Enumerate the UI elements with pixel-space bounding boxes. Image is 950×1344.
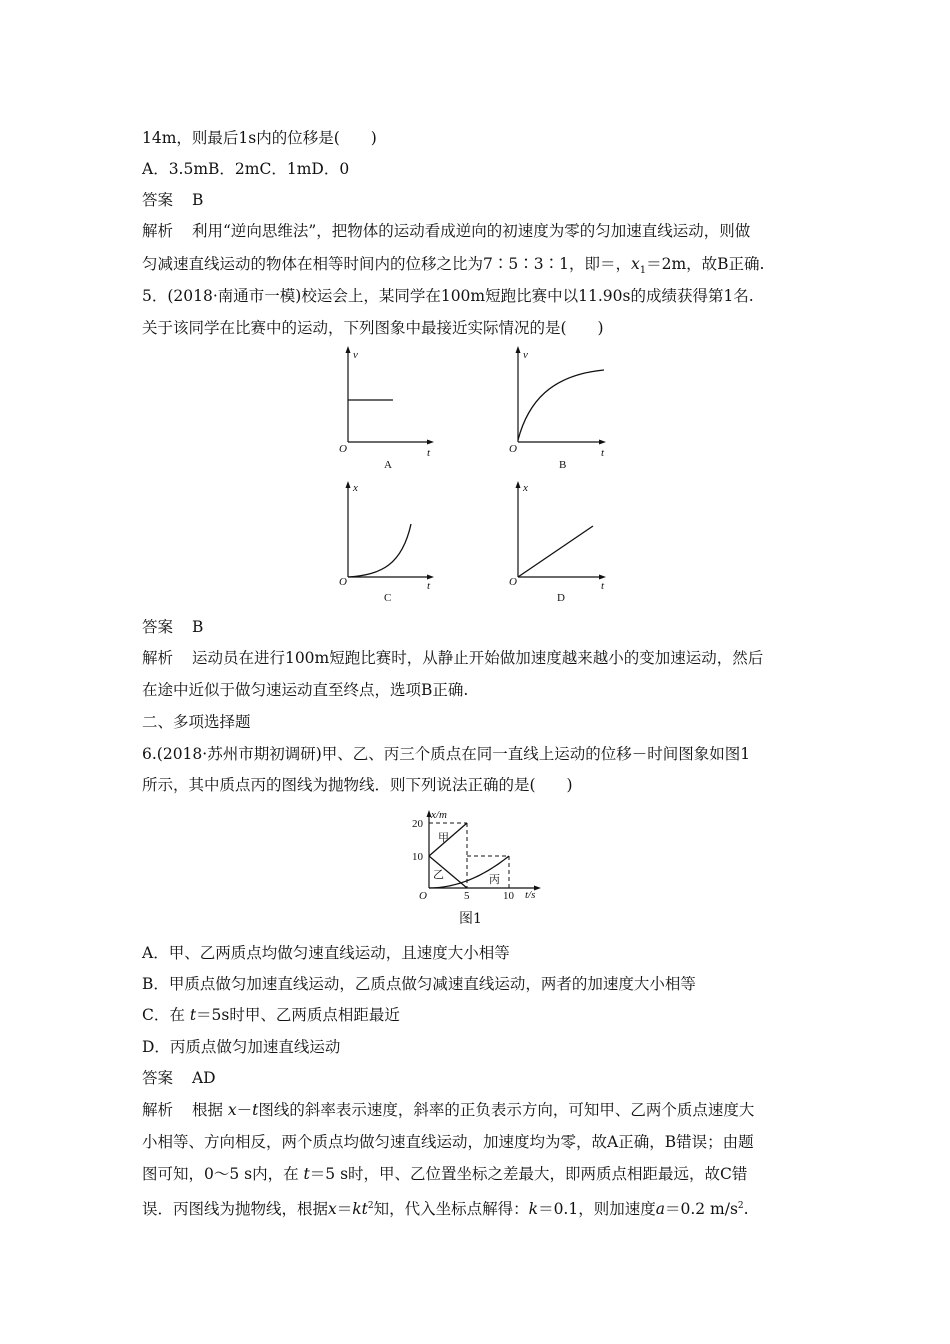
figure-caption: 图1	[459, 911, 482, 927]
label-yi: 乙	[433, 869, 444, 881]
y-label: v	[523, 349, 528, 361]
answer-label: 答案	[142, 618, 174, 636]
y-label: x	[523, 482, 528, 494]
label-jia: 甲	[438, 832, 449, 844]
q5-answer	[142, 617, 203, 637]
answer-value: AD	[191, 1069, 216, 1087]
q6-option-b: B．甲质点做匀加速直线运动，乙质点做匀减速直线运动，两者的加速度大小相等	[142, 975, 696, 993]
analysis-label: 解析	[142, 1101, 174, 1119]
x-label: t	[601, 447, 605, 459]
tick-10: 10	[412, 851, 423, 863]
origin-label: O	[339, 576, 347, 588]
x-arrow	[427, 575, 434, 580]
q6-analysis-4: 误．丙图线为抛物线，根据$x=kt^2$知，代入坐标点解得：k＝0.1，则加速度a＝0.2 $m/s^2$.	[142, 1200, 749, 1219]
graph-a	[336, 342, 436, 472]
tick-20: 20	[412, 818, 423, 830]
y-arrow	[516, 346, 521, 353]
q6-analysis-3: 图可知，0～5 s内，在 t＝5 s时，甲、乙位置坐标之差最大，即两质点相距最远，故C错	[142, 1165, 748, 1183]
tick-5: 5	[464, 890, 470, 902]
y-arrow	[346, 346, 351, 353]
q4-stem-tail: 14m，则最后1s内的位移是( )	[142, 129, 377, 147]
graph-b	[506, 342, 616, 472]
q6-stem-1: 6.(2018·苏州市期初调研)甲、乙、丙三个质点在同一直线上运动的位移－时间图象如图1	[142, 745, 751, 763]
graph-c	[336, 477, 436, 607]
caption: D	[557, 592, 565, 604]
curve-b	[518, 370, 604, 440]
q4-options: A．3.5mB．2mC．1mD．0	[142, 160, 350, 178]
label-bing: 丙	[489, 874, 500, 886]
answer-label: 答案	[142, 1069, 174, 1087]
x-arrow	[599, 575, 606, 580]
q6-analysis-1: 解析 根据 x－t图线的斜率表示速度，斜率的正负表示方向，可知甲、乙两个质点速度大	[142, 1101, 755, 1119]
analysis-label: 解析	[142, 649, 174, 667]
answer-label: 答案	[142, 191, 174, 209]
graph-d	[506, 477, 616, 607]
x-label: t	[427, 580, 431, 592]
answer-value: B	[191, 191, 204, 209]
origin-label: O	[339, 443, 347, 455]
q6-option-d: D．丙质点做匀加速直线运动	[142, 1038, 341, 1056]
y-arrow	[346, 481, 351, 488]
curve-c	[348, 524, 411, 577]
caption: A	[384, 459, 392, 471]
answer-value: B	[191, 618, 204, 636]
x-axis-label: t/s	[525, 889, 536, 901]
section-heading: 二、多项选择题	[142, 713, 251, 731]
figure-1	[405, 806, 555, 906]
q6-analysis-2: 小相等、方向相反，两个质点均做匀速直线运动，加速度均为零，故A正确，B错误；由题	[142, 1133, 754, 1151]
q4-analysis-1: 解析 利用“逆向思维法”，把物体的运动看成逆向的初速度为零的匀加速直线运动，则做	[142, 222, 751, 240]
q6-option-c: C．在 t＝5s时甲、乙两质点相距最近	[142, 1006, 400, 1024]
origin-label: O	[419, 890, 427, 902]
y-label: v	[353, 349, 358, 361]
q4-analysis-2: 匀减速直线运动的物体在相等时间内的位移之比为7∶5∶3∶1，即＝，$x_1=2m$，故B正确.	[142, 255, 765, 277]
q5-analysis-2: 在途中近似于做匀速运动直至终点，选项B正确.	[142, 681, 469, 699]
q6-stem-2: 所示，其中质点丙的图线为抛物线．则下列说法正确的是( )	[142, 776, 573, 794]
origin-label: O	[509, 576, 517, 588]
x-arrow	[427, 440, 434, 445]
q4-answer	[142, 190, 203, 210]
tick-10-x: 10	[503, 890, 514, 902]
x-label: t	[601, 580, 605, 592]
origin-label: O	[509, 443, 517, 455]
y-axis-label: x/m	[431, 809, 447, 821]
q6-answer	[142, 1068, 216, 1088]
q5-analysis-1: 解析 运动员在进行100m短跑比赛时，从静止开始做加速度越来越小的变加速运动，然后	[142, 649, 764, 667]
caption: C	[384, 592, 392, 604]
q5-stem-1: 5．(2018·南通市一模)校运会上，某同学在100m短跑比赛中以11.90s的成绩获得第1名.	[142, 287, 754, 305]
caption: B	[559, 459, 567, 471]
y-label: x	[353, 482, 358, 494]
q5-stem-2: 关于该同学在比赛中的运动，下列图象中最接近实际情况的是( )	[142, 319, 604, 337]
x-arrow	[599, 440, 606, 445]
analysis-label: 解析	[142, 222, 174, 240]
q6-option-a: A．甲、乙两质点均做匀速直线运动，且速度大小相等	[142, 944, 510, 962]
curve-d	[518, 526, 593, 577]
y-arrow	[516, 481, 521, 488]
x-label: t	[427, 447, 431, 459]
